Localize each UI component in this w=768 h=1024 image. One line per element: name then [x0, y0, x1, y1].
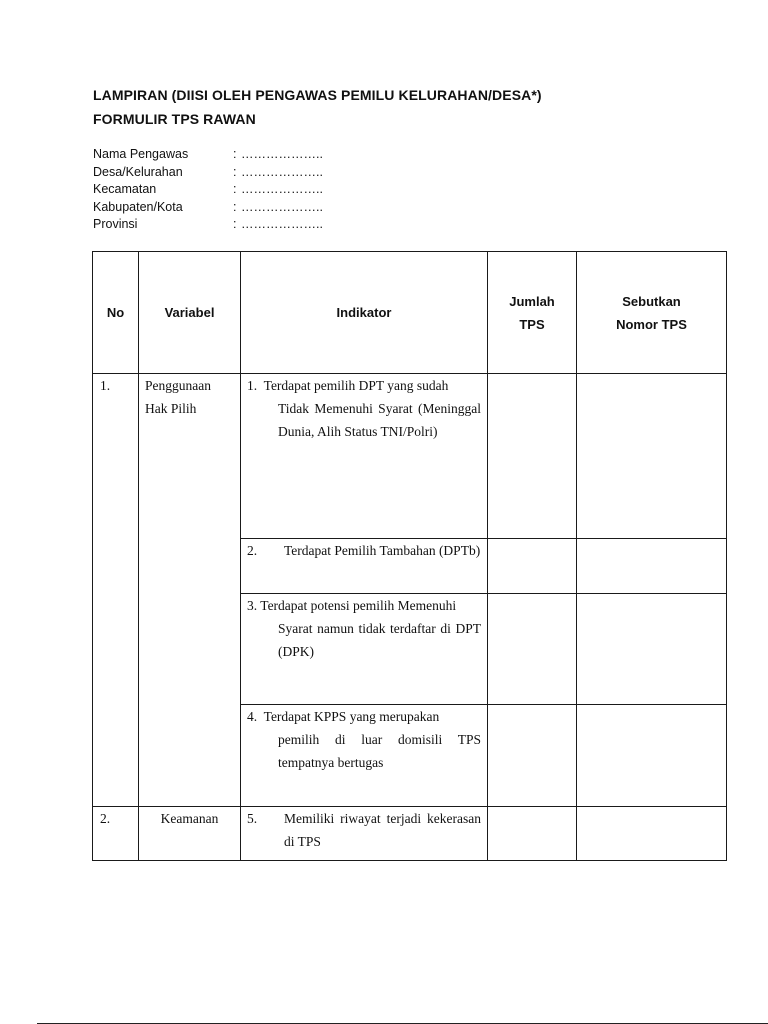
indikator-text: 3. Terdapat potensi pemilih Memenuhi Syarat namun tidak terdaftar di DPT (DPK) — [247, 598, 481, 659]
field-nama-pengawas — [93, 146, 323, 164]
tps-rawan-table — [92, 251, 727, 861]
indikator-cell — [241, 807, 488, 861]
header-jumlah-line-2: TPS — [519, 316, 545, 332]
variabel-cell: Keamanan — [139, 807, 241, 861]
field-label: Kecamatan — [93, 182, 157, 197]
indikator-text: 2. Terdapat Pemilih Tambahan (DPTb) — [247, 543, 481, 558]
indikator-cell — [241, 374, 488, 539]
field-value[interactable]: ……………….. — [241, 182, 323, 197]
indikator-cell — [241, 705, 488, 807]
nomor-tps-cell[interactable] — [577, 705, 727, 807]
field-provinsi — [93, 216, 323, 234]
header-indikator: Indikator — [241, 252, 488, 374]
field-separator: : — [233, 147, 237, 161]
field-value[interactable]: ……………….. — [241, 164, 323, 179]
field-kabupaten-kota — [93, 199, 323, 217]
nomor-tps-cell[interactable] — [577, 539, 727, 594]
indikator-cell — [241, 594, 488, 705]
field-label: Nama Pengawas — [93, 147, 189, 161]
jumlah-tps-cell[interactable] — [488, 374, 577, 539]
field-label: Kabupaten/Kota — [93, 199, 183, 214]
field-kecamatan — [93, 181, 323, 199]
field-separator: : — [233, 164, 237, 179]
variabel-line-1: Penggunaan — [145, 378, 211, 393]
indikator-text: 1. Terdapat pemilih DPT yang sudah Tidak Memenuhi Syarat (Meninggal Dunia, Alih Status TNI/Polri) — [247, 378, 481, 439]
field-label: Desa/Kelurahan — [93, 164, 183, 179]
header-variabel: Variabel — [139, 252, 241, 374]
field-label: Provinsi — [93, 217, 138, 232]
nomor-tps-cell[interactable] — [577, 374, 727, 539]
field-value[interactable]: ……………….. — [241, 199, 323, 214]
table-row — [93, 374, 727, 539]
jumlah-tps-cell[interactable] — [488, 594, 577, 705]
jumlah-tps-cell[interactable] — [488, 705, 577, 807]
header-sebutkan-line-1: Sebutkan — [622, 293, 681, 309]
nomor-tps-cell[interactable] — [577, 807, 727, 861]
row-number: 2. — [93, 807, 139, 861]
header-jumlah-line-1: Jumlah — [509, 293, 555, 309]
document-title: LAMPIRAN (DIISI OLEH PENGAWAS PEMILU KELURAHAN/DESA*) — [93, 87, 542, 103]
field-separator: : — [233, 217, 237, 232]
form-title: FORMULIR TPS RAWAN — [93, 111, 256, 127]
field-value[interactable]: ……………….. — [241, 217, 323, 232]
indikator-text: 4. Terdapat KPPS yang merupakan pemilih di luar domisili TPS tempatnya bertugas — [247, 709, 481, 770]
table-row — [93, 807, 727, 861]
jumlah-tps-cell[interactable] — [488, 539, 577, 594]
field-separator: : — [233, 199, 237, 214]
field-separator: : — [233, 182, 237, 197]
header-no: No — [93, 252, 139, 374]
jumlah-tps-cell[interactable] — [488, 807, 577, 861]
variabel-cell — [139, 374, 241, 807]
indikator-text: 5. Memiliki riwayat terjadi kekerasan di TPS — [247, 811, 481, 849]
variabel-line-2: Hak Pilih — [145, 401, 197, 416]
field-value[interactable]: ……………….. — [241, 147, 323, 161]
header-jumlah-tps — [488, 252, 577, 374]
nomor-tps-cell[interactable] — [577, 594, 727, 705]
identity-fields — [93, 146, 323, 234]
row-number: 1. — [93, 374, 139, 807]
header-sebutkan-nomor-tps — [577, 252, 727, 374]
header-sebutkan-line-2: Nomor TPS — [616, 316, 687, 332]
table-header-row — [93, 252, 727, 374]
field-desa-kelurahan — [93, 164, 323, 182]
indikator-cell — [241, 539, 488, 594]
